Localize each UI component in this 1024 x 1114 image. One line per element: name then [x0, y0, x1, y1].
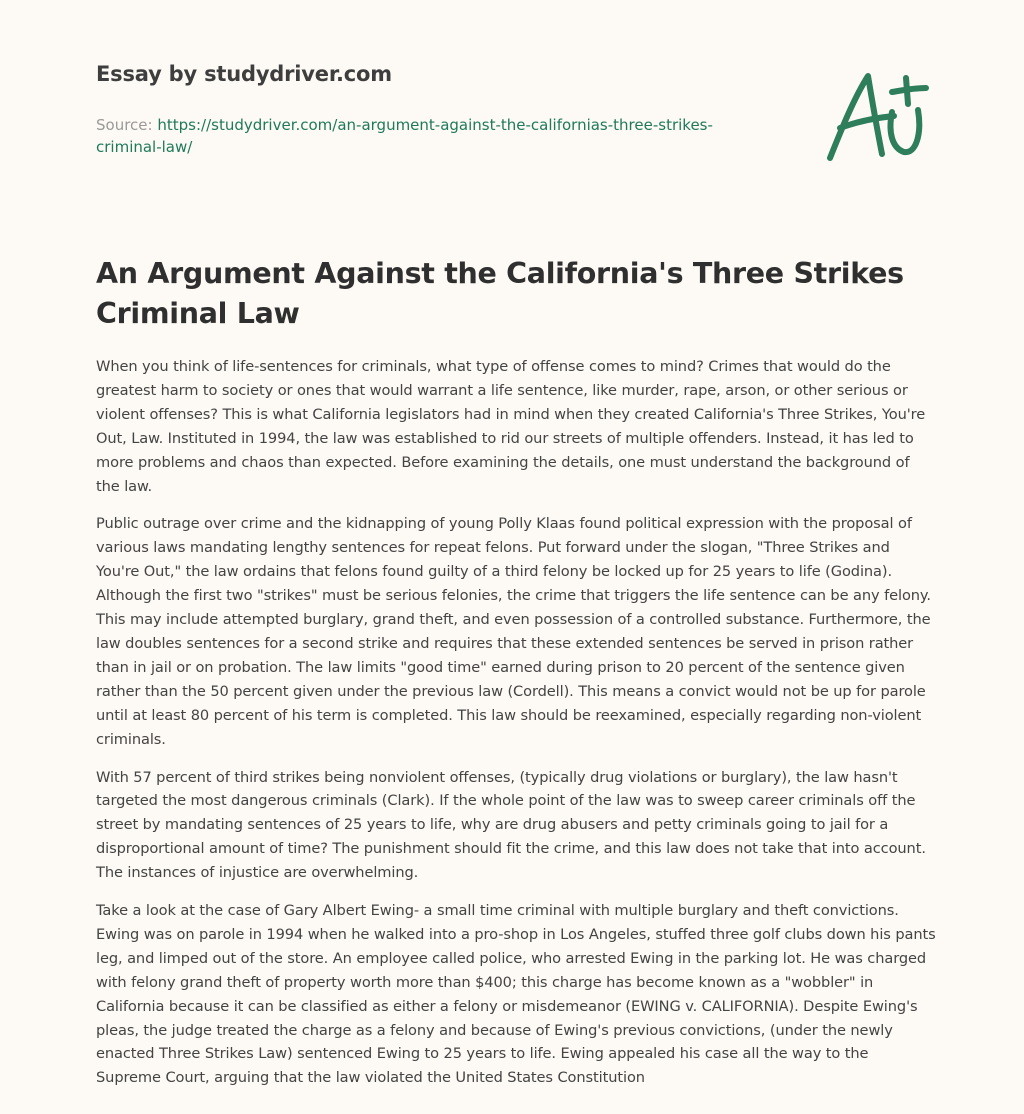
source-link[interactable]: https://studydriver.com/an-argument-against-the-californias-three-strikes-criminal-law/ — [96, 116, 713, 156]
paragraph: With 57 percent of third strikes being nonviolent offenses, (typically drug violations or burglary), the law hasn't targeted the most dangerous criminals (Clark). If the whole point of the law was to sweep career criminals off the street by mandating sentences of 25 years to life, why are drug abusers and petty criminals going to jail for a disproportional amount of time? The punishment should fit the crime, and this law does not take that into account. The instances of injustice are overwhelming. — [96, 768, 926, 882]
paragraph: Public outrage over crime and the kidnapping of young Polly Klaas found political expression with the proposal of various laws mandating lengthy sentences for repeat felons. Put forward under the slogan, "Three Strikes and You're Out," the law ordains that felons found guilty of a third felony be locked up for 25 years to life (Godina). Although the first two "strikes" must be serious felonies, the crime that triggers the life sentence can be any felony. This may include attempted burglary, grand theft, and even possession of a controlled substance. Furthermore, the law doubles sentences for a second strike and requires that these extended sentences be served in prison rather than in jail or on probation. The law limits "good time" earned during prison to 20 percent of the sentence given rather than the 50 percent given under the previous law (Cordell). This means a convict would not be up for parole until at least 80 percent of his term is completed. This law should be reexamined, especially regarding non-violent criminals. — [96, 515, 931, 748]
source-label: Source: — [96, 116, 153, 134]
source-line — [96, 114, 716, 158]
a-plus-logo-icon — [818, 62, 938, 172]
site-title: Essay by studydriver.com — [96, 62, 392, 86]
essay-header — [96, 62, 776, 158]
paragraph: Take a look at the case of Gary Albert Ewing- a small time criminal with multiple burglary and theft convictions. Ewing was on parole in 1994 when he walked into a pro-shop in Los Angeles, stuffed three golf clubs down his pants leg, and limped out of the store. An employee called police, who arrested Ewing in the parking lot. He was charged with felony grand theft of property worth more than $400; this charge has become known as a "wobbler" in California because it can be classified as either a felony or misdemeanor (EWING v. CALIFORNIA). Despite Ewing's pleas, the judge treated the charge as a felony and because of Ewing's previous convictions, (under the newly enacted Three Strikes Law) sentenced Ewing to 25 years to life. Ewing appealed his case all the way to the Supreme Court, arguing that the law violated the United States Constitution — [96, 902, 936, 1087]
article-title: An Argument Against the California's Three Strikes Criminal Law — [96, 257, 904, 330]
article-body — [96, 355, 936, 1104]
paragraph: When you think of life-sentences for criminals, what type of offense comes to mind? Crimes that would do the greatest harm to society or ones that would warrant a life sentence, like murder, rape, arson, or other serious or violent offenses? This is what California legislators had in mind when they created California's Three Strikes, You're Out, Law. Instituted in 1994, the law was established to rid our streets of multiple offenders. Instead, it has led to more problems and chaos than expected. Before examining the details, one must understand the background of the law. — [96, 358, 926, 495]
